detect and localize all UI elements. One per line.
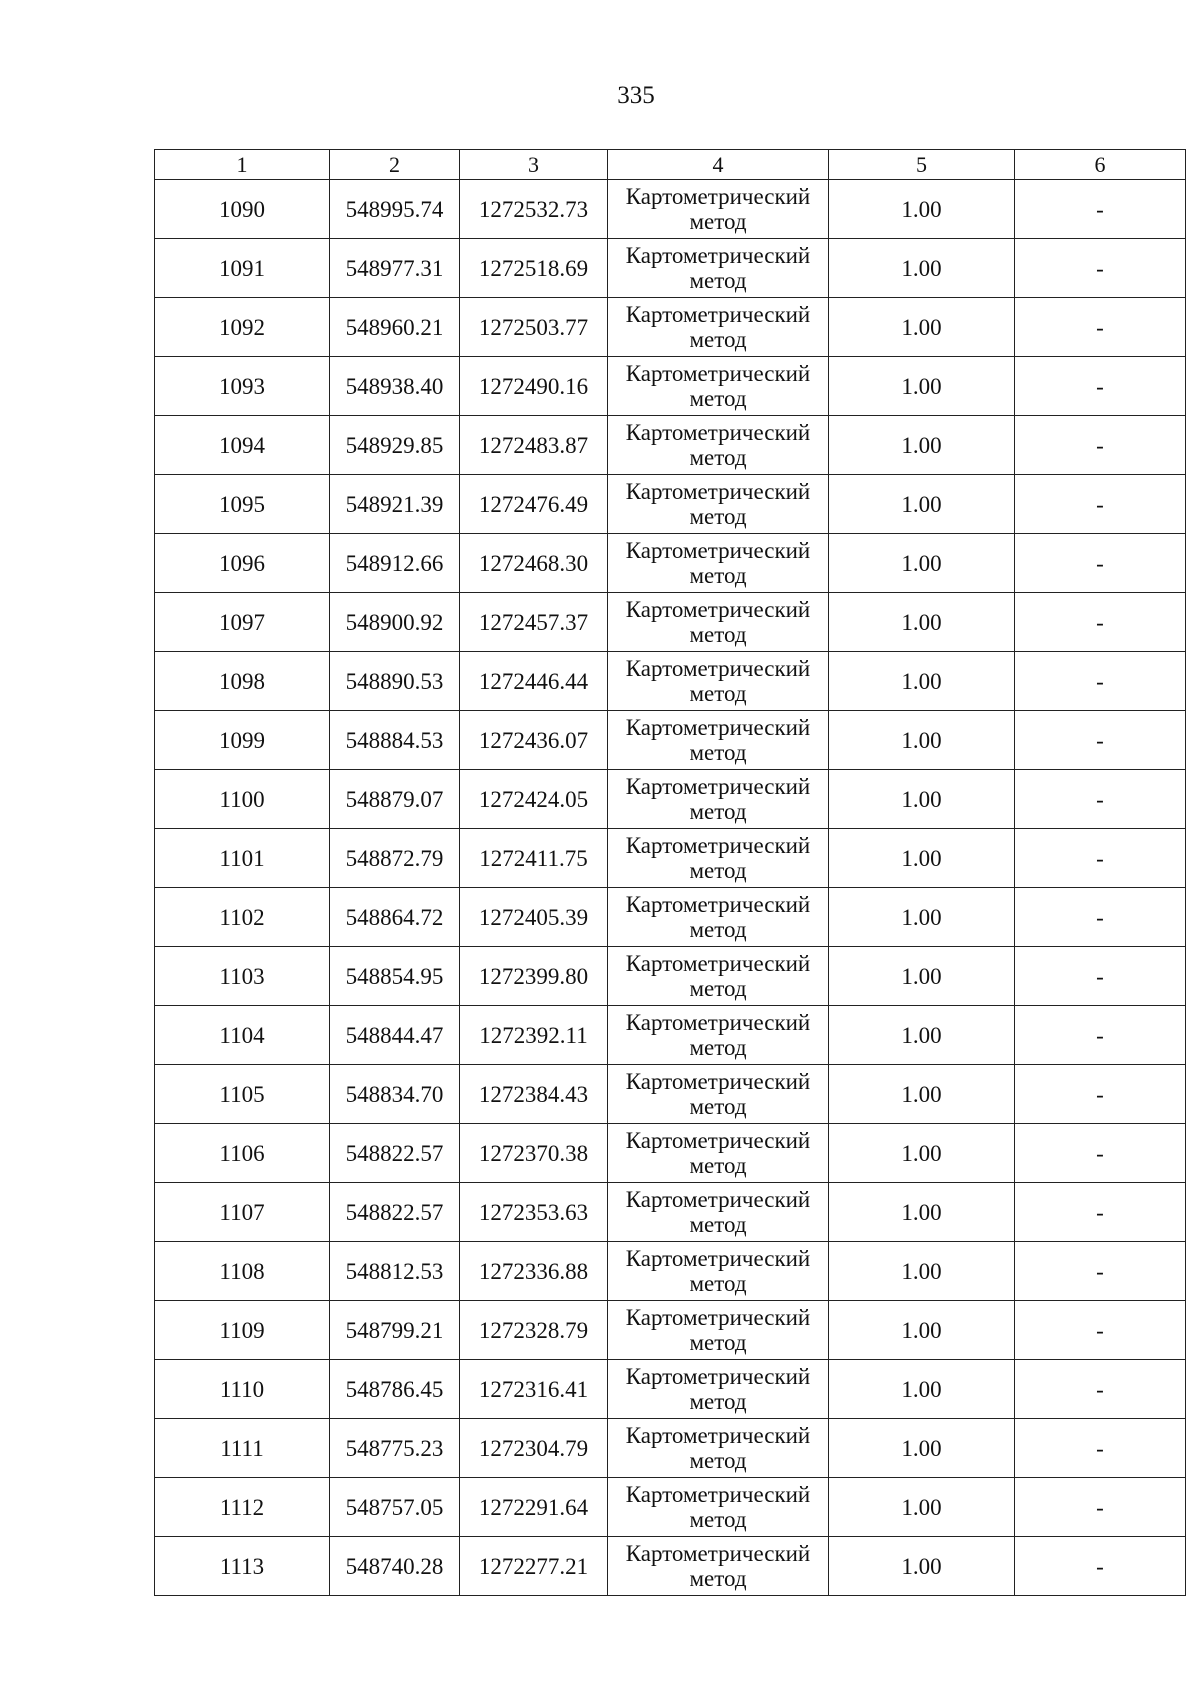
method-line-1: Картометрический <box>625 302 811 327</box>
method-line-2: метод <box>689 1212 747 1237</box>
x-coordinate-cell: 548786.45 <box>330 1360 460 1419</box>
method-line-1: Картометрический <box>625 184 811 209</box>
method-line-1: Картометрический <box>625 361 811 386</box>
column-header-1: 1 <box>155 150 330 180</box>
x-coordinate-cell: 548834.70 <box>330 1065 460 1124</box>
accuracy-cell: 1.00 <box>829 357 1015 416</box>
method-cell <box>608 1478 829 1537</box>
accuracy-cell: 1.00 <box>829 1006 1015 1065</box>
column-header-6: 6 <box>1015 150 1186 180</box>
accuracy-cell: 1.00 <box>829 1124 1015 1183</box>
y-coordinate-cell: 1272446.44 <box>460 652 608 711</box>
method-cell <box>608 770 829 829</box>
point-number-cell: 1106 <box>155 1124 330 1183</box>
x-coordinate-cell: 548864.72 <box>330 888 460 947</box>
accuracy-cell: 1.00 <box>829 416 1015 475</box>
point-number-cell: 1091 <box>155 239 330 298</box>
method-line-2: метод <box>689 386 747 411</box>
point-number-cell: 1109 <box>155 1301 330 1360</box>
table-row <box>155 829 1186 888</box>
method-line-1: Картометрический <box>625 892 811 917</box>
x-coordinate-cell: 548822.57 <box>330 1183 460 1242</box>
table-row <box>155 298 1186 357</box>
point-number-cell: 1111 <box>155 1419 330 1478</box>
method-line-2: метод <box>689 268 747 293</box>
table-row <box>155 1360 1186 1419</box>
point-number-cell: 1092 <box>155 298 330 357</box>
method-cell <box>608 947 829 1006</box>
method-cell <box>608 416 829 475</box>
point-number-cell: 1093 <box>155 357 330 416</box>
y-coordinate-cell: 1272405.39 <box>460 888 608 947</box>
method-line-1: Картометрический <box>625 420 811 445</box>
method-line-1: Картометрический <box>625 951 811 976</box>
table-header <box>155 150 1186 180</box>
x-coordinate-cell: 548879.07 <box>330 770 460 829</box>
page-number: 335 <box>617 82 655 109</box>
x-coordinate-cell: 548995.74 <box>330 180 460 239</box>
accuracy-cell: 1.00 <box>829 1183 1015 1242</box>
method-line-1: Картометрический <box>625 774 811 799</box>
coordinates-table <box>154 149 1186 1596</box>
table-body <box>155 180 1186 1596</box>
method-line-1: Картометрический <box>625 1187 811 1212</box>
y-coordinate-cell: 1272476.49 <box>460 475 608 534</box>
y-coordinate-cell: 1272399.80 <box>460 947 608 1006</box>
method-line-2: метод <box>689 1094 747 1119</box>
table-row <box>155 947 1186 1006</box>
method-line-2: метод <box>689 1448 747 1473</box>
note-cell: - <box>1015 770 1186 829</box>
table-row <box>155 534 1186 593</box>
y-coordinate-cell: 1272328.79 <box>460 1301 608 1360</box>
y-coordinate-cell: 1272353.63 <box>460 1183 608 1242</box>
method-line-1: Картометрический <box>625 1246 811 1271</box>
column-header-5: 5 <box>829 150 1015 180</box>
accuracy-cell: 1.00 <box>829 298 1015 357</box>
method-cell <box>608 1301 829 1360</box>
accuracy-cell: 1.00 <box>829 1360 1015 1419</box>
note-cell: - <box>1015 593 1186 652</box>
accuracy-cell: 1.00 <box>829 1301 1015 1360</box>
y-coordinate-cell: 1272291.64 <box>460 1478 608 1537</box>
y-coordinate-cell: 1272503.77 <box>460 298 608 357</box>
note-cell: - <box>1015 947 1186 1006</box>
point-number-cell: 1098 <box>155 652 330 711</box>
point-number-cell: 1099 <box>155 711 330 770</box>
accuracy-cell: 1.00 <box>829 475 1015 534</box>
table-row <box>155 1006 1186 1065</box>
x-coordinate-cell: 548775.23 <box>330 1419 460 1478</box>
note-cell: - <box>1015 1183 1186 1242</box>
x-coordinate-cell: 548929.85 <box>330 416 460 475</box>
x-coordinate-cell: 548938.40 <box>330 357 460 416</box>
x-coordinate-cell: 548822.57 <box>330 1124 460 1183</box>
method-cell <box>608 888 829 947</box>
note-cell: - <box>1015 357 1186 416</box>
table-row <box>155 711 1186 770</box>
note-cell: - <box>1015 416 1186 475</box>
accuracy-cell: 1.00 <box>829 1419 1015 1478</box>
table-row <box>155 1124 1186 1183</box>
x-coordinate-cell: 548812.53 <box>330 1242 460 1301</box>
column-header-3: 3 <box>460 150 608 180</box>
header-row <box>155 150 1186 180</box>
accuracy-cell: 1.00 <box>829 947 1015 1006</box>
column-header-4: 4 <box>608 150 829 180</box>
point-number-cell: 1101 <box>155 829 330 888</box>
point-number-cell: 1090 <box>155 180 330 239</box>
x-coordinate-cell: 548884.53 <box>330 711 460 770</box>
method-cell <box>608 1537 829 1596</box>
note-cell: - <box>1015 1301 1186 1360</box>
note-cell: - <box>1015 1537 1186 1596</box>
method-line-2: метод <box>689 917 747 942</box>
method-cell <box>608 475 829 534</box>
method-line-1: Картометрический <box>625 1423 811 1448</box>
note-cell: - <box>1015 1124 1186 1183</box>
note-cell: - <box>1015 1006 1186 1065</box>
y-coordinate-cell: 1272304.79 <box>460 1419 608 1478</box>
method-line-2: метод <box>689 504 747 529</box>
accuracy-cell: 1.00 <box>829 180 1015 239</box>
point-number-cell: 1102 <box>155 888 330 947</box>
method-cell <box>608 711 829 770</box>
table-row <box>155 416 1186 475</box>
accuracy-cell: 1.00 <box>829 1242 1015 1301</box>
method-line-2: метод <box>689 445 747 470</box>
method-line-2: метод <box>689 1330 747 1355</box>
method-line-1: Картометрический <box>625 715 811 740</box>
method-line-2: метод <box>689 1153 747 1178</box>
table-row <box>155 475 1186 534</box>
accuracy-cell: 1.00 <box>829 593 1015 652</box>
x-coordinate-cell: 548900.92 <box>330 593 460 652</box>
table-row <box>155 1183 1186 1242</box>
y-coordinate-cell: 1272457.37 <box>460 593 608 652</box>
point-number-cell: 1110 <box>155 1360 330 1419</box>
accuracy-cell: 1.00 <box>829 770 1015 829</box>
table-row <box>155 652 1186 711</box>
point-number-cell: 1107 <box>155 1183 330 1242</box>
table-row <box>155 1419 1186 1478</box>
note-cell: - <box>1015 239 1186 298</box>
y-coordinate-cell: 1272483.87 <box>460 416 608 475</box>
method-line-2: метод <box>689 622 747 647</box>
point-number-cell: 1113 <box>155 1537 330 1596</box>
table-row <box>155 770 1186 829</box>
table-row <box>155 888 1186 947</box>
method-cell <box>608 357 829 416</box>
method-line-2: метод <box>689 858 747 883</box>
point-number-cell: 1097 <box>155 593 330 652</box>
accuracy-cell: 1.00 <box>829 1537 1015 1596</box>
accuracy-cell: 1.00 <box>829 1478 1015 1537</box>
y-coordinate-cell: 1272532.73 <box>460 180 608 239</box>
method-cell <box>608 1183 829 1242</box>
method-line-2: метод <box>689 563 747 588</box>
accuracy-cell: 1.00 <box>829 888 1015 947</box>
note-cell: - <box>1015 711 1186 770</box>
method-line-1: Картометрический <box>625 1128 811 1153</box>
x-coordinate-cell: 548872.79 <box>330 829 460 888</box>
point-number-cell: 1112 <box>155 1478 330 1537</box>
x-coordinate-cell: 548844.47 <box>330 1006 460 1065</box>
method-cell <box>608 180 829 239</box>
method-line-1: Картометрический <box>625 479 811 504</box>
method-line-2: метод <box>689 681 747 706</box>
note-cell: - <box>1015 652 1186 711</box>
point-number-cell: 1108 <box>155 1242 330 1301</box>
method-line-1: Картометрический <box>625 1305 811 1330</box>
method-cell <box>608 1065 829 1124</box>
method-cell <box>608 652 829 711</box>
x-coordinate-cell: 548921.39 <box>330 475 460 534</box>
point-number-cell: 1096 <box>155 534 330 593</box>
method-line-2: метод <box>689 1566 747 1591</box>
y-coordinate-cell: 1272424.05 <box>460 770 608 829</box>
table-row <box>155 593 1186 652</box>
y-coordinate-cell: 1272411.75 <box>460 829 608 888</box>
table-row <box>155 357 1186 416</box>
method-line-1: Картометрический <box>625 1364 811 1389</box>
x-coordinate-cell: 548757.05 <box>330 1478 460 1537</box>
x-coordinate-cell: 548977.31 <box>330 239 460 298</box>
y-coordinate-cell: 1272277.21 <box>460 1537 608 1596</box>
table-row <box>155 180 1186 239</box>
method-cell <box>608 534 829 593</box>
column-header-2: 2 <box>330 150 460 180</box>
method-line-1: Картометрический <box>625 1010 811 1035</box>
method-cell <box>608 1360 829 1419</box>
point-number-cell: 1104 <box>155 1006 330 1065</box>
x-coordinate-cell: 548912.66 <box>330 534 460 593</box>
y-coordinate-cell: 1272392.11 <box>460 1006 608 1065</box>
method-line-1: Картометрический <box>625 243 811 268</box>
note-cell: - <box>1015 475 1186 534</box>
accuracy-cell: 1.00 <box>829 711 1015 770</box>
accuracy-cell: 1.00 <box>829 829 1015 888</box>
y-coordinate-cell: 1272384.43 <box>460 1065 608 1124</box>
point-number-cell: 1095 <box>155 475 330 534</box>
method-line-1: Картометрический <box>625 597 811 622</box>
accuracy-cell: 1.00 <box>829 652 1015 711</box>
method-cell <box>608 239 829 298</box>
method-line-2: метод <box>689 1271 747 1296</box>
table-row <box>155 239 1186 298</box>
x-coordinate-cell: 548799.21 <box>330 1301 460 1360</box>
method-cell <box>608 1124 829 1183</box>
method-line-1: Картометрический <box>625 656 811 681</box>
method-cell <box>608 298 829 357</box>
method-line-2: метод <box>689 976 747 1001</box>
method-line-1: Картометрический <box>625 1069 811 1094</box>
method-line-1: Картометрический <box>625 1541 811 1566</box>
method-line-2: метод <box>689 1389 747 1414</box>
note-cell: - <box>1015 298 1186 357</box>
y-coordinate-cell: 1272490.16 <box>460 357 608 416</box>
method-line-2: метод <box>689 1507 747 1532</box>
point-number-cell: 1100 <box>155 770 330 829</box>
note-cell: - <box>1015 1419 1186 1478</box>
table-row <box>155 1065 1186 1124</box>
method-line-2: метод <box>689 209 747 234</box>
method-cell <box>608 593 829 652</box>
note-cell: - <box>1015 829 1186 888</box>
table-row <box>155 1537 1186 1596</box>
y-coordinate-cell: 1272468.30 <box>460 534 608 593</box>
method-cell <box>608 1419 829 1478</box>
method-cell <box>608 1242 829 1301</box>
point-number-cell: 1103 <box>155 947 330 1006</box>
method-line-1: Картометрический <box>625 538 811 563</box>
method-line-2: метод <box>689 799 747 824</box>
table-row <box>155 1301 1186 1360</box>
note-cell: - <box>1015 1478 1186 1537</box>
note-cell: - <box>1015 1360 1186 1419</box>
accuracy-cell: 1.00 <box>829 239 1015 298</box>
y-coordinate-cell: 1272370.38 <box>460 1124 608 1183</box>
note-cell: - <box>1015 180 1186 239</box>
table-row <box>155 1242 1186 1301</box>
method-cell <box>608 1006 829 1065</box>
x-coordinate-cell: 548890.53 <box>330 652 460 711</box>
point-number-cell: 1094 <box>155 416 330 475</box>
note-cell: - <box>1015 1242 1186 1301</box>
method-cell <box>608 829 829 888</box>
x-coordinate-cell: 548960.21 <box>330 298 460 357</box>
method-line-1: Картометрический <box>625 1482 811 1507</box>
note-cell: - <box>1015 1065 1186 1124</box>
x-coordinate-cell: 548740.28 <box>330 1537 460 1596</box>
y-coordinate-cell: 1272436.07 <box>460 711 608 770</box>
accuracy-cell: 1.00 <box>829 1065 1015 1124</box>
y-coordinate-cell: 1272336.88 <box>460 1242 608 1301</box>
note-cell: - <box>1015 534 1186 593</box>
method-line-2: метод <box>689 1035 747 1060</box>
method-line-2: метод <box>689 740 747 765</box>
accuracy-cell: 1.00 <box>829 534 1015 593</box>
y-coordinate-cell: 1272316.41 <box>460 1360 608 1419</box>
point-number-cell: 1105 <box>155 1065 330 1124</box>
note-cell: - <box>1015 888 1186 947</box>
method-line-2: метод <box>689 327 747 352</box>
y-coordinate-cell: 1272518.69 <box>460 239 608 298</box>
x-coordinate-cell: 548854.95 <box>330 947 460 1006</box>
table-row <box>155 1478 1186 1537</box>
method-line-1: Картометрический <box>625 833 811 858</box>
